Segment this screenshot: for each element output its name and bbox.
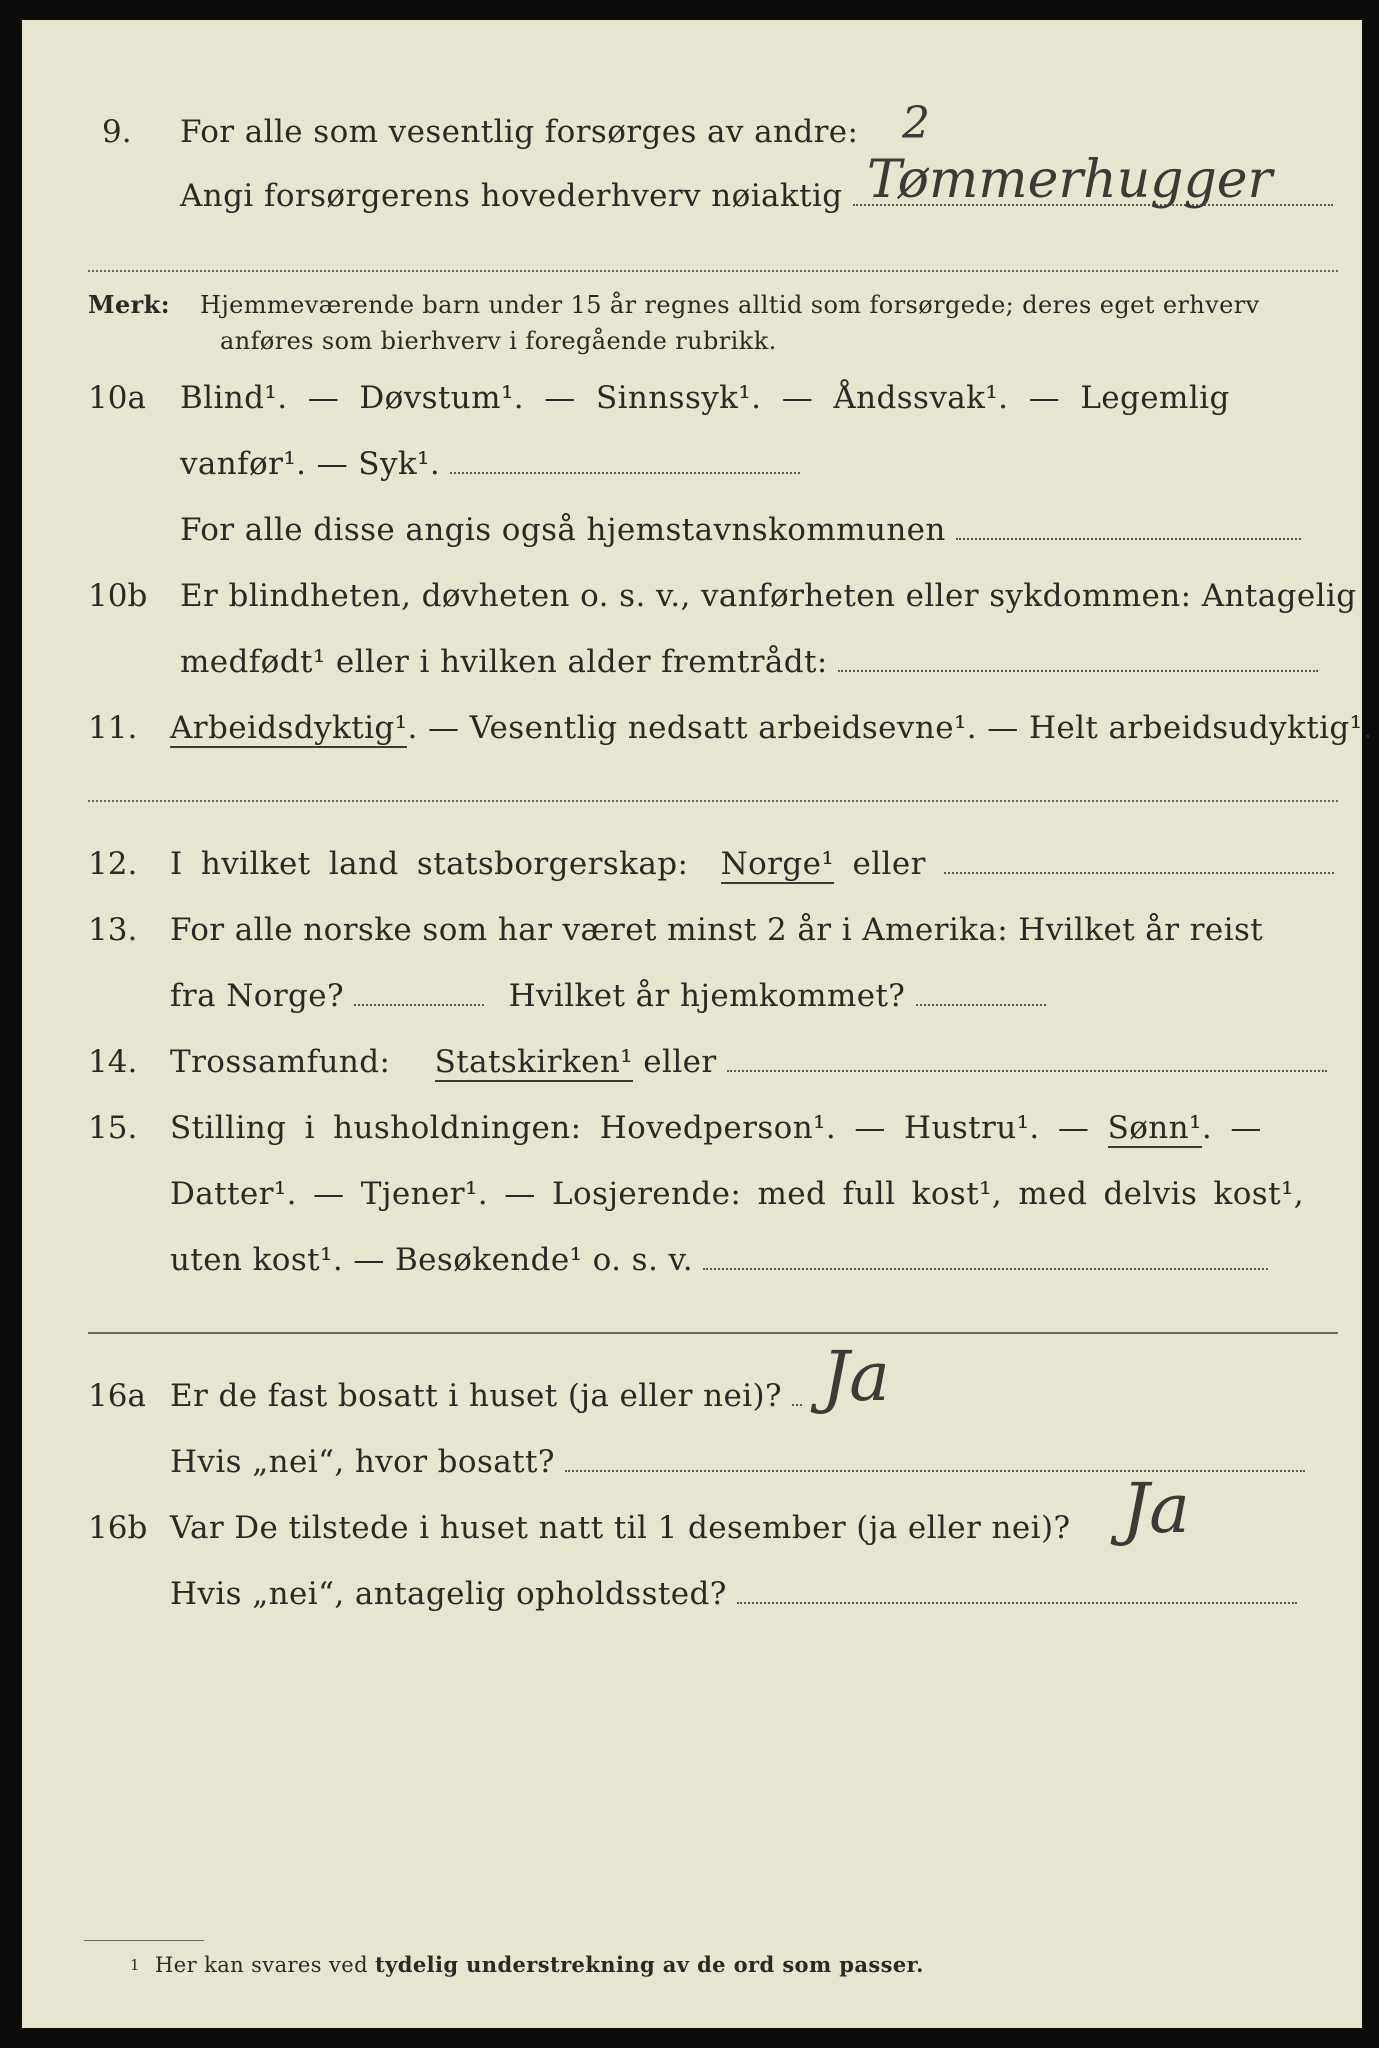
- q15-line1a-text: Stilling i husholdningen: Hovedperson¹. — Hustru¹. —: [170, 1110, 1090, 1146]
- q16a-line1: [170, 1376, 802, 1416]
- merk-label: Merk:: [88, 290, 170, 319]
- q9-number: 9.: [102, 114, 132, 150]
- q13-line1: For alle norske som har været minst 2 år i Amerika: Hvilket år reist: [170, 912, 1264, 948]
- q11-line: [170, 708, 1373, 748]
- q14-text: Trossamfund:: [170, 1044, 391, 1080]
- q16b-line2-text: Hvis „nei“, antagelig opholdssted?: [170, 1576, 727, 1612]
- q14-after-text: eller: [643, 1044, 717, 1080]
- q13-line2b-text: Hvilket år hjemkommet?: [508, 978, 906, 1014]
- footnote-mark: 1: [130, 1956, 140, 1974]
- q15-line1b-text: . —: [1201, 1110, 1262, 1146]
- q13-year-left-line: [354, 1003, 484, 1006]
- q12-underlined-choice[interactable]: Norge¹: [720, 846, 835, 882]
- q15-line3: [170, 1240, 1268, 1280]
- q10b-line2-text: medfødt¹ eller i hvilken alder fremtrådt:: [180, 644, 828, 680]
- q10a-line3-text: For alle disse angis også hjemstavnskommunen: [180, 512, 946, 548]
- section-divider: [88, 800, 1338, 802]
- q10a-line3: [180, 510, 1301, 550]
- q10b-line2: [180, 642, 1318, 682]
- q10a-number: 10a: [88, 380, 146, 416]
- q10a-line1: Blind¹. — Døvstum¹. — Sinnssyk¹. — Åndssvak¹. — Legemlig: [180, 380, 1230, 416]
- q16a-number: 16a: [88, 1378, 146, 1414]
- q11-underlined-choice[interactable]: Arbeidsdyktig¹: [170, 710, 408, 746]
- q9-line2-text: Angi forsørgerens hovederhverv nøiaktig: [180, 178, 843, 214]
- q15-number: 15.: [88, 1110, 138, 1146]
- q16b-number: 16b: [88, 1510, 148, 1546]
- q9-line1: [180, 112, 858, 152]
- q13-number: 13.: [88, 912, 138, 948]
- q13-year-returned-line: [916, 1003, 1046, 1006]
- q10b-line1: Er blindheten, døvheten o. s. v., vanførheten eller sykdommen: Antagelig: [180, 578, 1357, 614]
- q10b-line2-answer-line: [838, 669, 1318, 672]
- footnote-plain-text: Her kan svares ved: [155, 1953, 368, 1977]
- merk-note-line2: anføres som bierhverv i foregående rubrikk.: [220, 327, 777, 355]
- q16b-handwritten-answer[interactable]: Ja: [1122, 1470, 1190, 1549]
- q15-line3-text: uten kost¹. — Besøkende¹ o. s. v.: [170, 1242, 693, 1278]
- q16b-line2-answer-line: [737, 1601, 1297, 1604]
- q10a-line2-text: vanfør¹. — Syk¹.: [180, 446, 441, 482]
- q12-line: [170, 844, 1334, 884]
- merk-line1-text: Hjemmeværende barn under 15 år regnes alltid som forsørgede; deres eget erhverv: [200, 291, 1260, 319]
- q10b-number: 10b: [88, 578, 148, 614]
- q15-line2: Datter¹. — Tjener¹. — Losjerende: med full kost¹, med delvis kost¹,: [170, 1176, 1305, 1212]
- q14-number: 14.: [88, 1044, 138, 1080]
- q10a-line2: [180, 444, 800, 484]
- census-form-page: [22, 20, 1373, 2028]
- q14-underlined-choice[interactable]: Statskirken¹: [434, 1044, 634, 1080]
- q16a-line1-answer-line: [792, 1403, 802, 1406]
- q16b-line1-text: Var De tilstede i huset natt til 1 desember (ja eller nei)?: [170, 1510, 1071, 1546]
- q16a-line2-text: Hvis „nei“, hvor bosatt?: [170, 1444, 555, 1480]
- q16b-line1: [170, 1508, 1070, 1548]
- q9-line1-text: For alle som vesentlig forsørges av andre:: [180, 114, 859, 150]
- footnote-bold-text: tydelig understrekning av de ord som passer.: [375, 1952, 924, 1977]
- section-divider: [88, 270, 1338, 272]
- q11-number: 11.: [88, 710, 138, 746]
- q16a-line1-text: Er de fast bosatt i huset (ja eller nei)?: [170, 1378, 783, 1414]
- q11-rest-text: . — Vesentlig nedsatt arbeidsevne¹. — Helt arbeidsudyktig¹.: [407, 710, 1373, 746]
- q9-line1-handwritten-answer[interactable]: 2: [902, 98, 930, 149]
- q15-answer-line: [703, 1267, 1268, 1270]
- section-divider: [88, 1332, 1338, 1334]
- q10a-line2-answer-line: [450, 471, 800, 474]
- q14-line: [170, 1042, 1327, 1082]
- q12-answer-line: [944, 871, 1334, 874]
- q9-line2-handwritten-answer[interactable]: Tømmerhugger: [867, 150, 1273, 210]
- q13-line2: [170, 976, 1046, 1016]
- q12-number: 12.: [88, 846, 138, 882]
- q16a-line2-answer-line: [565, 1469, 1305, 1472]
- q14-answer-line: [727, 1069, 1327, 1072]
- q13-line2a-text: fra Norge?: [170, 978, 345, 1014]
- q10a-line3-answer-line: [956, 537, 1301, 540]
- q15-line1: [170, 1108, 1262, 1148]
- merk-note-line1: [88, 288, 1260, 322]
- q12-after-text: eller: [852, 846, 926, 882]
- q15-underlined-choice[interactable]: Sønn¹: [1107, 1110, 1202, 1146]
- q12-text: I hvilket land statsborgerskap:: [170, 846, 689, 882]
- footnote-rule: [84, 1940, 204, 1941]
- footnote: [130, 1950, 924, 1980]
- q16a-handwritten-answer[interactable]: Ja: [822, 1338, 890, 1417]
- q16b-line2: [170, 1574, 1297, 1614]
